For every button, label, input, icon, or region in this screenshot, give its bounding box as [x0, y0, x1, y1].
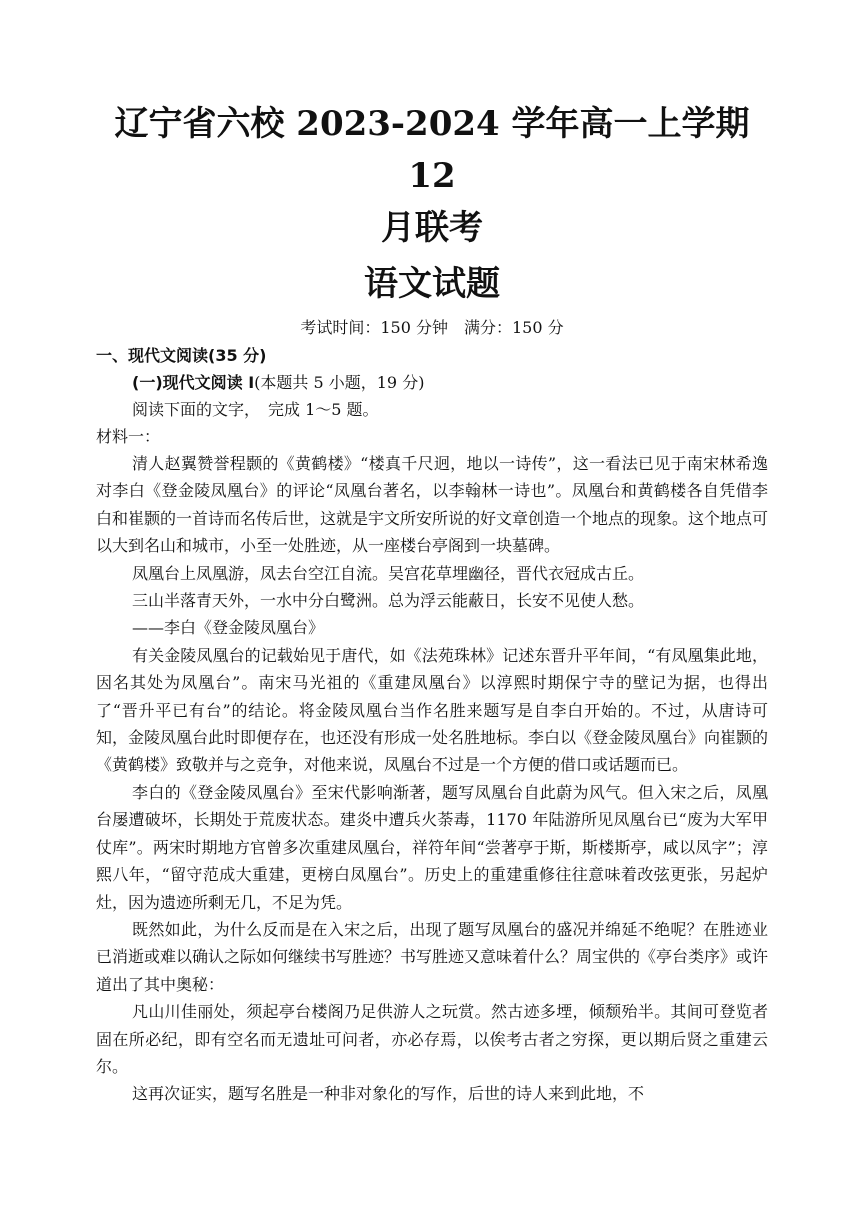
- sub-heading-title: (一)现代文阅读 I: [132, 373, 255, 392]
- poem-source: ——李白《登金陵凤凰台》: [132, 618, 325, 638]
- title-line-1: 辽宁省六校 2023-2024 学年高一上学期 12: [114, 104, 750, 196]
- section-heading: 一、现代文阅读(35 分): [96, 346, 267, 365]
- document-page: [96, 98, 768, 1108]
- paragraph-1: 清人赵翼赞誉程颢的《黄鹤楼》“楼真千尺迥，地以一诗传”，这一看法已见于南宋林希逸对李白《登金陵凤凰台》的评论“凤凰台著名，以李翰林一诗也”。凤凰台和黄鹤楼各自凭借李白和崔颢的一首诗而名传后世，这就是宇文所安所说的好文章创造一个地点的现象。这个地点可以大到名山和城市，小至一处胜迹，从一座楼台亭阁到一块墓碑。: [96, 454, 769, 556]
- paragraph-3: 李白的《登金陵凤凰台》至宋代影响渐著，题写凤凰台自此蔚为风气。但入宋之后，凤凰台屡遭破坏，长期处于荒废状态。建炎中遭兵火荼毒，1170 年陆游所见凤凰台已“废为大军甲仗库”。两宋时期地方官曾多次重建凤凰台，祥符年间“尝著亭于斯，斯楼斯亭，咸以凤字”；淳熙八年，“留守范成大重建，更榜白凤凰台”。历史上的重建重修往往意味着改弦更张，另起炉灶，因为遗迹所剩无几，不足为凭。: [96, 782, 768, 912]
- paragraph-4: 既然如此，为什么反而是在入宋之后，出现了题写凤凰台的盛况并绵延不绝呢？在胜迹业已消逝或难以确认之际如何继续书写胜迹？书写胜迹又意味着什么？周宝供的《亭台类序》或许道出了其中奥秘：: [96, 919, 769, 994]
- sub-heading-note: (本题共 5 小题，19 分): [254, 373, 425, 392]
- sub-section-heading: [96, 369, 768, 396]
- paragraph-2: 有关金陵凤凰台的记载始见于唐代，如《法苑珠林》记述东晋升平年间，“有凤凰集此地，因名其处为凤凰台”。南宋马光祖的《重建凤凰台》以淳熙时期保宁寺的壁记为据，也得出了“晋升平已有台”的结论。将金陵凤凰台当作名胜来题写是自李白开始的。不过，从唐诗可知，金陵凤凰台此时即便存在，也还没有形成一处名胜地标。李白以《登金陵凤凰台》向崔颢的《黄鹤楼》致敬并与之竞争，对他来说，凤凰台不过是一个方便的借口或话题而已。: [96, 645, 769, 775]
- document-title: [96, 98, 768, 254]
- poem-line-2: 三山半落青天外，一水中分白鹭洲。总为浮云能蔽日，长安不见使人愁。: [132, 591, 645, 611]
- document-subtitle: 语文试题: [364, 264, 500, 304]
- reading-instruction: 阅读下面的文字， 完成 1～5 题。: [132, 400, 379, 419]
- title-line-2: 月联考: [381, 208, 483, 248]
- paragraph-5-quote: 凡山川佳丽处，须起亭台楼阁乃足供游人之玩赏。然古迹多堙，倾颓殆半。其间可登览者固在所必纪，即有空名而无遗址可问者，亦必存焉，以俟考古者之穷探，更以期后贤之重建云尔。: [96, 1002, 768, 1076]
- poem-line-1: 凤凰台上凤凰游，凤去台空江自流。吴宫花草埋幽径，晋代衣冠成古丘。: [132, 563, 645, 583]
- exam-info: 考试时间：150 分钟 满分：150 分: [300, 318, 564, 337]
- material-label: 材料一：: [96, 427, 161, 446]
- paragraph-6: 这再次证实，题写名胜是一种非对象化的写作，后世的诗人来到此地，不: [132, 1084, 645, 1104]
